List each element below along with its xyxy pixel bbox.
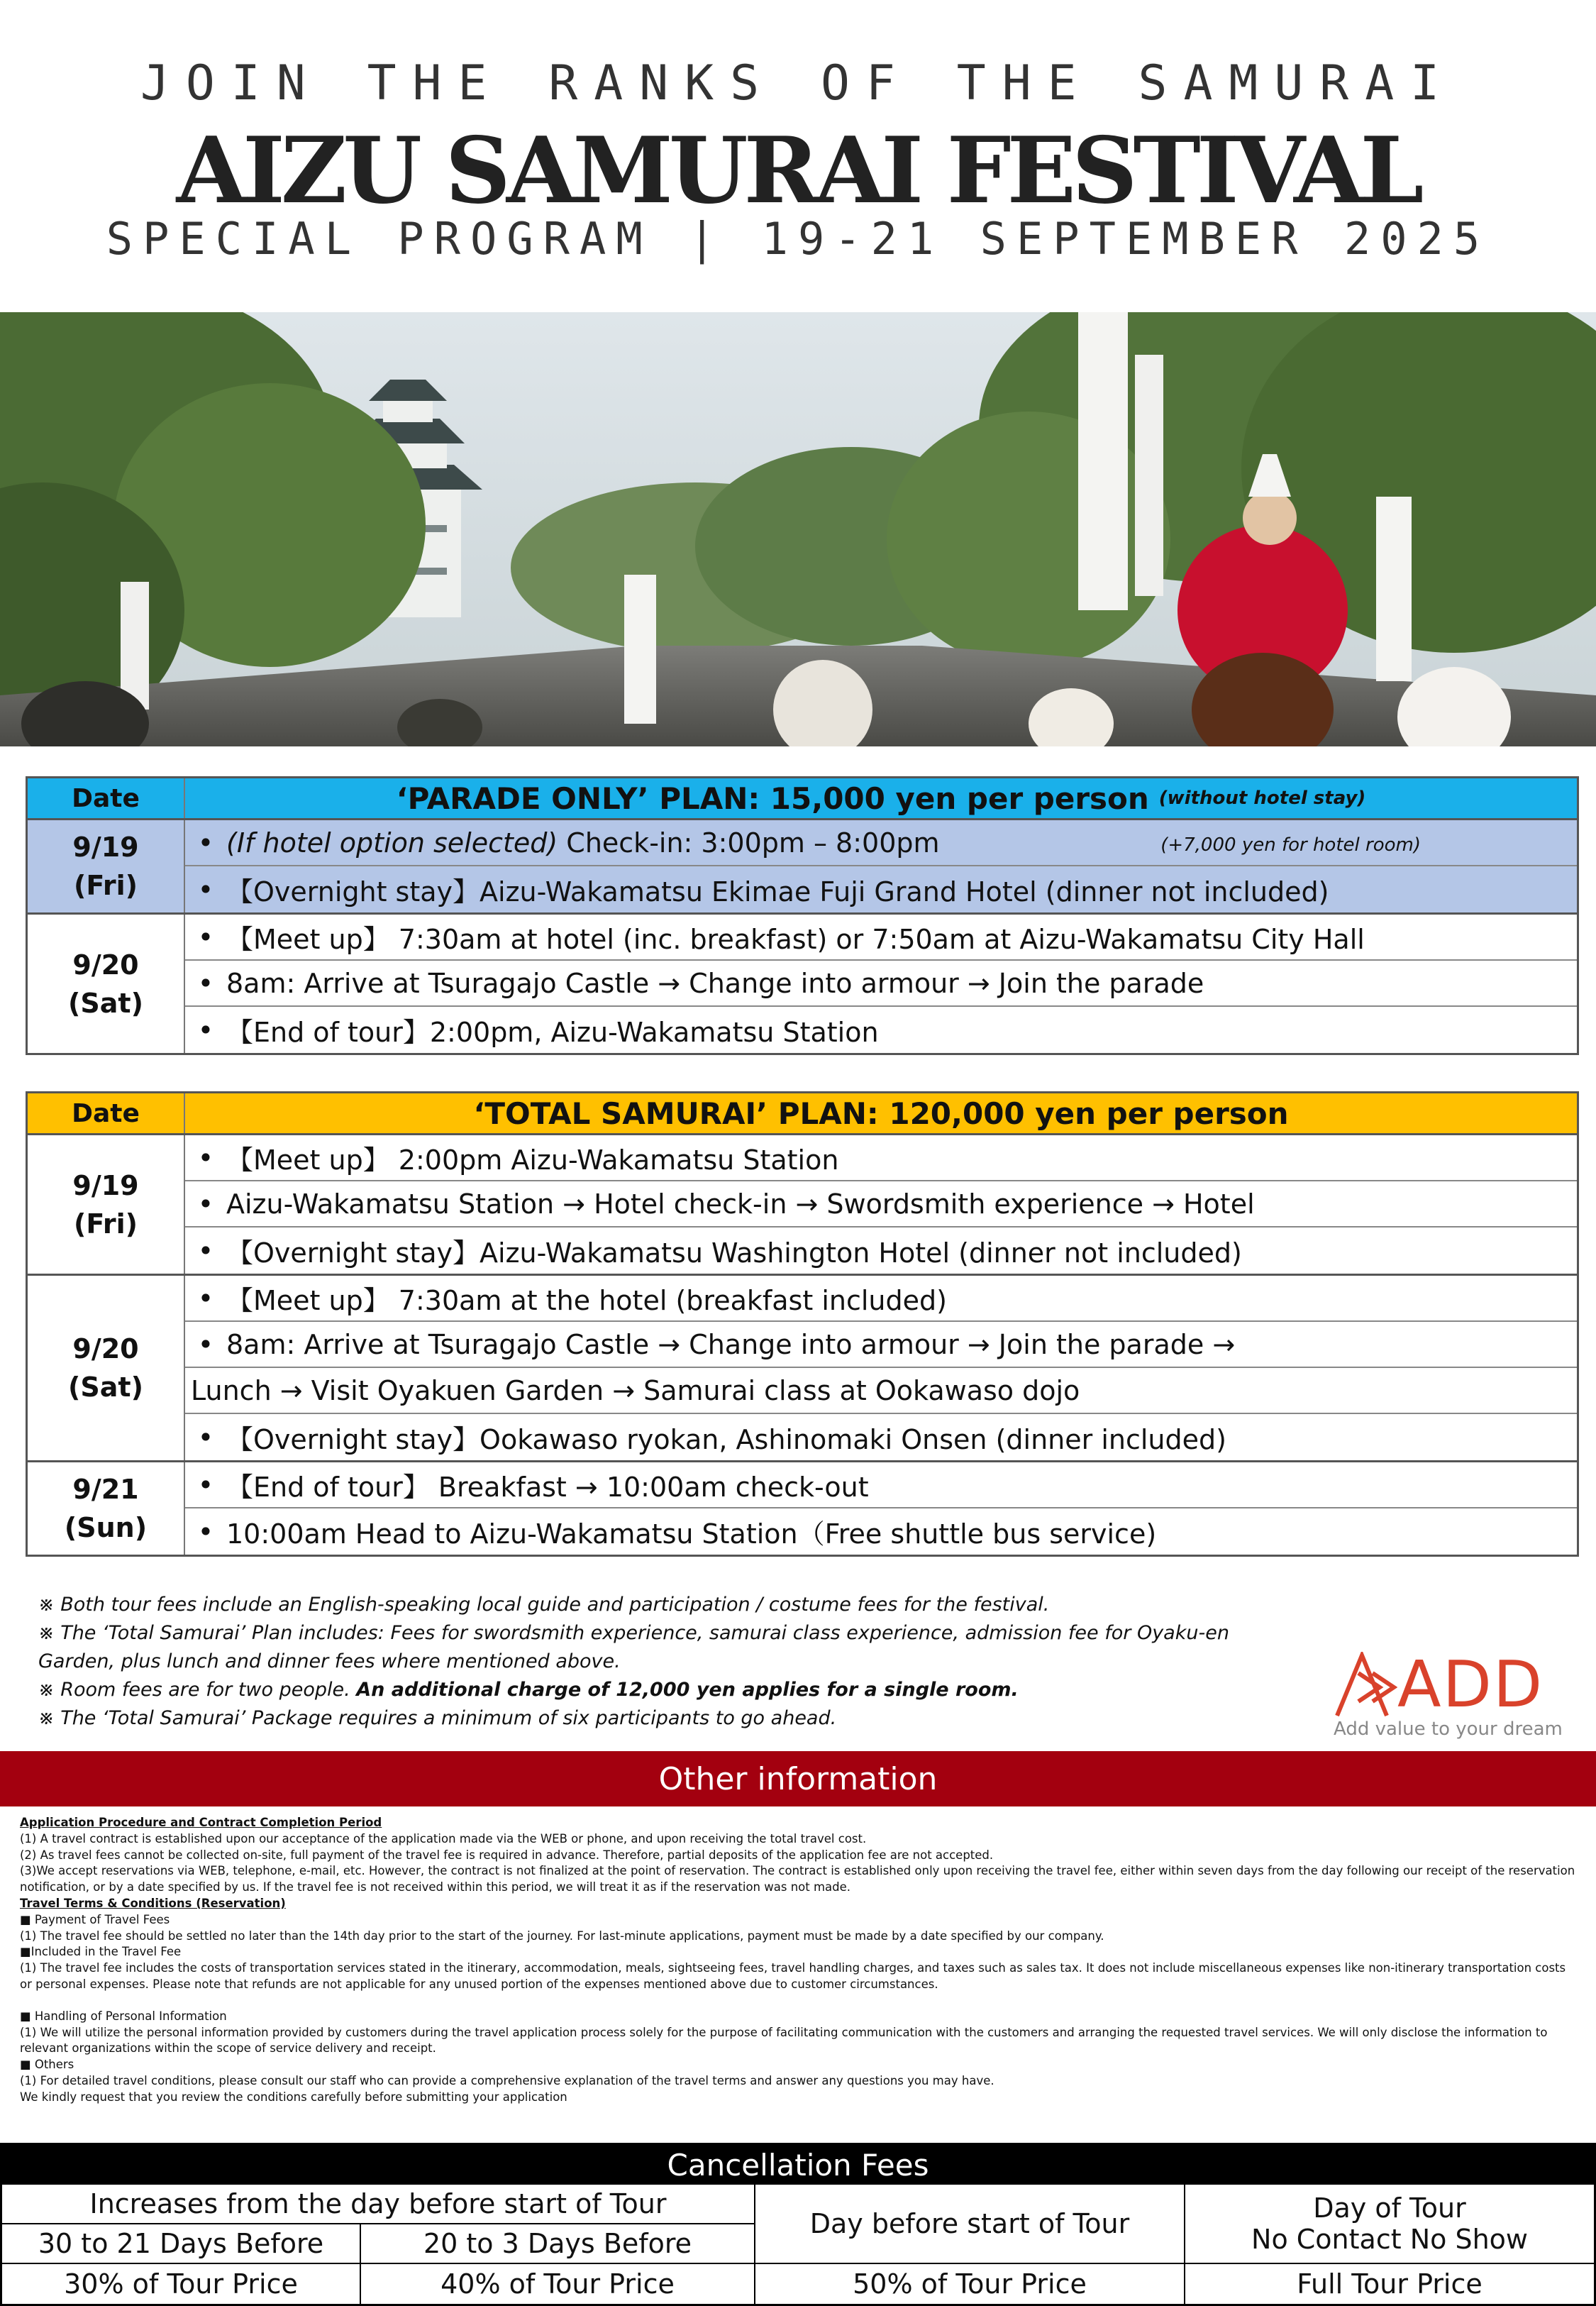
note-guide: ※ Both tour fees include an English-speaking local guide and participation / costume fees for the festival. [38,1594,1050,1616]
bullet: • [197,1328,214,1360]
day-date [28,1135,185,1274]
date-column-header: Date [28,1093,185,1133]
weekday-text: (Sat) [68,987,143,1019]
other-information-header: Other information [0,1751,1596,1806]
itinerary-row [185,1181,1577,1228]
itinerary-row [185,820,1577,866]
bullet: • [197,1188,214,1220]
itinerary-text: 8am: Arrive at Tsuragajo Castle → Change into armour → Join the parade [226,967,1204,999]
header-kicker: JOIN THE RANKS OF THE SAMURAI [140,55,1456,111]
add-logo [1334,1648,1575,1740]
cancellation-col-30-21: 30 to 21 Days Before [2,2224,361,2264]
cancellation-fee-40: 40% of Tour Price [361,2264,755,2304]
itinerary-text: Aizu-Wakamatsu Station → Hotel check-in → Swordsmith experience → Hotel [226,1188,1255,1220]
travel-terms-heading: Travel Terms & Conditions (Reservation) [20,1896,286,1910]
terms-paragraph: We kindly request that you review the conditions carefully before submitting your application [20,2090,567,2104]
note-single-room-charge: An additional charge of 12,000 yen applies for a single room. [356,1679,1019,1701]
no-show-label: No Contact No Show [1251,2224,1528,2255]
bullet: • [197,1421,214,1453]
page-subtitle: SPECIAL PROGRAM | 19-21 SEPTEMBER 2025 [106,213,1490,265]
day-date [28,1276,185,1460]
bullet: • [197,1516,214,1548]
itinerary-row [185,1368,1577,1414]
terms-subheading: ■ Others [20,2058,74,2072]
itinerary-text: 【Meet up】 2:00pm Aizu-Wakamatsu Station [226,1144,839,1176]
bullet: • [197,1469,214,1501]
terms-paragraph: (1) For detailed travel conditions, please consult our staff who can provide a comprehensive explanation of the travel terms and answer any questions you may have. [20,2073,994,2087]
parade-only-plan-table [26,776,1579,1055]
note-total-includes: ※ The ‘Total Samurai’ Plan includes: Fees for swordsmith experience, samurai class experience, admission fee for Oyaku-en Garden, plus lunch and dinner fees where mentioned above. [38,1622,1229,1672]
festival-photo [0,312,1596,746]
festival-parade-image [0,312,1596,746]
itinerary-text: Lunch → Visit Oyakuen Garden → Samurai class at Ookawaso dojo [191,1374,1080,1406]
cancellation-col-day-before: Day before start of Tour [755,2185,1185,2264]
day-date [28,915,185,1053]
bullet: • [197,1282,214,1314]
date-text: 9/19 [72,1169,139,1201]
cancellation-fees-header: Cancellation Fees [2,2145,1594,2185]
cancellation-fee-full: Full Tour Price [1297,2268,1483,2300]
itinerary-row [185,1135,1577,1181]
hotel-room-surcharge: (+7,000 yen for hotel room) [1160,834,1421,856]
total-day-9-20 [28,1276,1577,1462]
cancellation-col-day-of [1185,2185,1594,2264]
parade-day-9-19 [28,820,1577,915]
checkin-time: Check-in: 3:00pm – 8:00pm [558,827,940,859]
bullet: • [197,1235,214,1267]
total-plan-title: ‘TOTAL SAMURAI’ PLAN: 120,000 yen per person [473,1096,1289,1131]
itinerary-row [185,1322,1577,1368]
date-text: 9/20 [72,949,139,981]
itinerary-row [185,1508,1577,1555]
terms-paragraph: (3)We accept reservations via WEB, telephone, e-mail, etc. However, the contract is not finalized at the point of reservation. The contract is established only upon receiving the travel fee, either within seven days from the day following our receipt of the reservation notification, or by a date specified by us. If the travel fee is not received within this period, we will treat it as if the reservation was not made. [20,1864,1575,1894]
date-text: 9/19 [72,832,139,863]
parade-plan-header [28,778,1577,820]
parade-day-9-20 [28,915,1577,1053]
itinerary-text: 【Overnight stay】Aizu-Wakamatsu Ekimae Fuji Grand Hotel (dinner not included) [226,876,1329,907]
bullet: • [197,967,214,999]
parade-plan-title-text: ‘PARADE ONLY’ PLAN: 15,000 yen per person [396,780,1149,816]
day-date [28,820,185,912]
date-text: 9/20 [72,1333,139,1364]
bullet: • [197,873,214,905]
bullet: • [197,1014,214,1046]
date-column-header: Date [28,778,185,818]
itinerary-text: 【Meet up】 7:30am at the hotel (breakfast included) [226,1285,947,1316]
day-date [28,1462,185,1555]
note-room-fees [38,1676,1287,1704]
terms-and-conditions [20,1815,1580,2106]
cancellation-group-header: Increases from the day before start of Tour [2,2185,755,2224]
itinerary-row [185,1414,1577,1460]
total-samurai-plan-table [26,1091,1579,1557]
page-title: AIZU SAMURAI FESTIVAL [176,118,1420,224]
terms-paragraph: (1) We will utilize the personal information provided by customers during the travel application process solely for the purpose of facilitating communication with the customers and arranging the requested travel services. We will only disclose the information to relevant organizations within the scope of service delivery and receipt. [20,2025,1548,2056]
parade-plan-title [185,778,1577,818]
terms-paragraph: (1) The travel fee should be settled no later than the 14th day prior to the start of the journey. For last-minute applications, payment must be made by a date specified by our company. [20,1929,1104,1943]
terms-subheading: ■ Payment of Travel Fees [20,1912,170,1926]
terms-paragraph: (1) The travel fee includes the costs of transportation services stated in the itinerary, accommodation, meals, sightseeing fees, travel handling charges, and taxes such as sales tax. It does not include miscellaneous expenses like non-itinerary transportation costs or personal expenses. Please note that refunds are not applicable for any unused portion of the expenses mentioned above due to customer circumstances. [20,1961,1566,1991]
itinerary-row [185,866,1577,912]
itinerary-text: 【Meet up】 7:30am at hotel (inc. breakfast) or 7:50am at Aizu-Wakamatsu City Hall [226,924,1365,955]
application-procedure-heading: Application Procedure and Contract Completion Period [20,1816,382,1829]
itinerary-row [185,961,1577,1007]
terms-subheading: ■Included in the Travel Fee [20,1945,182,1959]
itinerary-row [185,1228,1577,1274]
itinerary-text: 【Overnight stay】Aizu-Wakamatsu Washington Hotel (dinner not included) [226,1237,1242,1269]
cancellation-fees-table [0,2143,1596,2306]
fee-notes [38,1591,1287,1733]
note-minimum-participants: ※ The ‘Total Samurai’ Package requires a minimum of six participants to go ahead. [38,1707,837,1729]
itinerary-row [185,915,1577,961]
hotel-option-note: (If hotel option selected) [226,827,558,859]
itinerary-row [185,1462,1577,1508]
terms-paragraph: (1) A travel contract is established upon our acceptance of the application made via the WEB or phone, and upon receiving the total travel cost. [20,1831,867,1846]
weekday-text: (Sun) [64,1512,148,1543]
total-plan-header [28,1093,1577,1135]
bullet: • [197,1142,214,1174]
weekday-text: (Sat) [68,1372,143,1403]
add-logo-mark-icon [1334,1652,1397,1719]
note-room-text: ※ Room fees are for two people. [38,1679,357,1701]
cancellation-fee-50: 50% of Tour Price [755,2264,1185,2304]
itinerary-text: 8am: Arrive at Tsuragajo Castle → Change into armour → Join the parade → [226,1328,1236,1360]
itinerary-row [185,1007,1577,1053]
terms-subheading: ■ Handling of Personal Information [20,2009,227,2023]
logo-wordmark: ADD [1397,1648,1544,1722]
itinerary-row [185,1276,1577,1322]
itinerary-text: 【Overnight stay】Ookawaso ryokan, Ashinomaki Onsen (dinner included) [226,1424,1226,1455]
itinerary-text: 10:00am Head to Aizu-Wakamatsu Station（Free shuttle bus service) [226,1518,1157,1550]
itinerary-text: 【End of tour】 Breakfast → 10:00am check-out [226,1472,869,1503]
logo-tagline: Add value to your dream [1334,1719,1563,1740]
cancellation-fee-30: 30% of Tour Price [2,2264,361,2304]
weekday-text: (Fri) [73,870,138,901]
bullet: • [197,827,214,859]
total-day-9-19 [28,1135,1577,1276]
weekday-text: (Fri) [73,1208,138,1240]
total-day-9-21 [28,1462,1577,1555]
itinerary-text: 【End of tour】2:00pm, Aizu-Wakamatsu Station [226,1017,879,1048]
parade-plan-title-note: (without hotel stay) [1158,788,1366,809]
cancellation-col-20-3: 20 to 3 Days Before [361,2224,755,2264]
terms-paragraph: (2) As travel fees cannot be collected on-site, full payment of the travel fee is required in advance. Therefore, partial deposits of the application fee are not accepted. [20,1848,994,1862]
day-of-tour-label: Day of Tour [1313,2192,1466,2224]
bullet: • [197,921,214,953]
date-text: 9/21 [72,1474,139,1505]
